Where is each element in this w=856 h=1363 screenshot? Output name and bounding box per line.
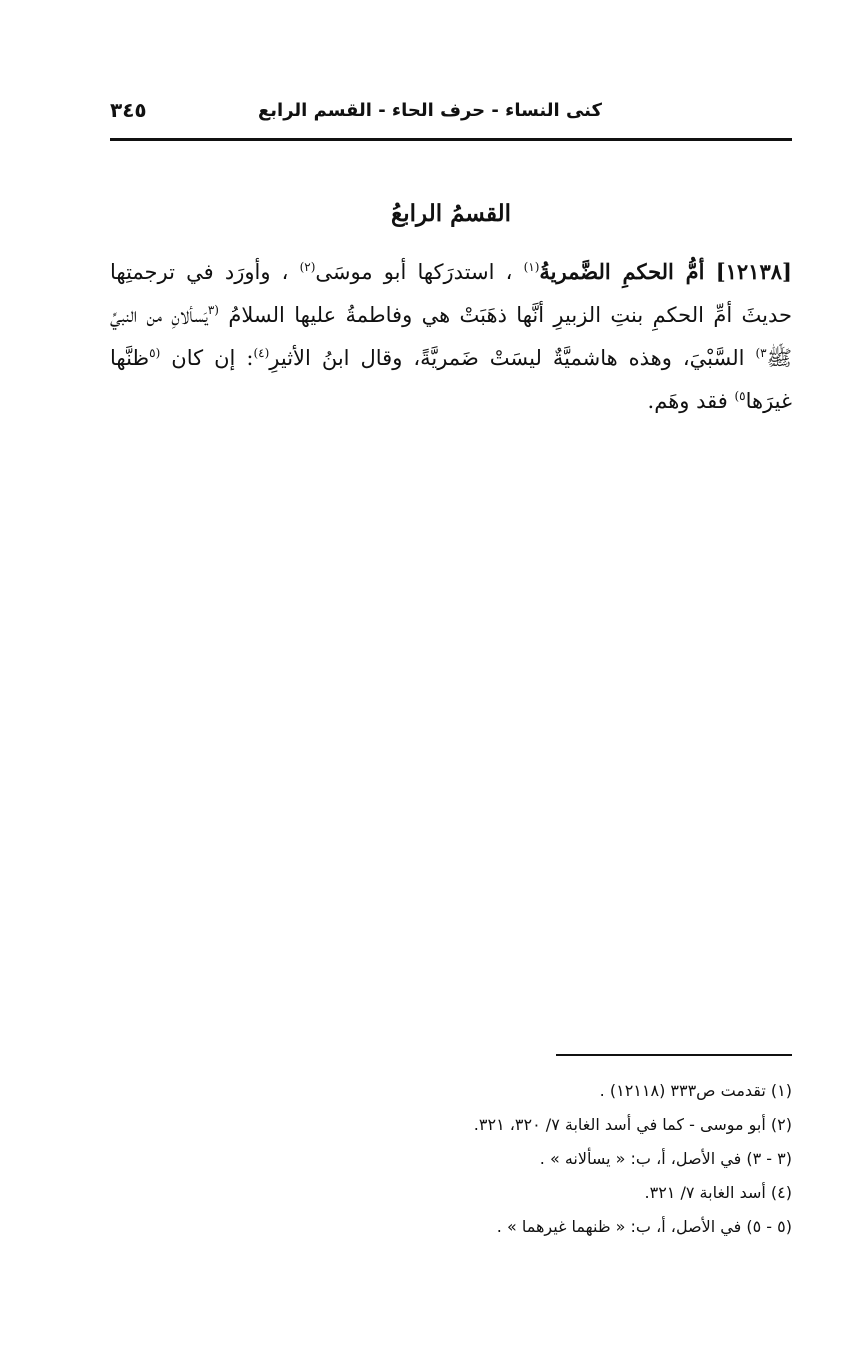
footnote-1: (١) تقدمت ص٣٣٣ (١٢١١٨) . xyxy=(599,1081,792,1100)
section-heading: القسمُ الرابعُ xyxy=(391,200,511,227)
entry-name: أمُّ الحكمِ الضَّمريةُ xyxy=(539,259,705,284)
header-title: كنى النساء - حرف الحاء - القسم الرابع xyxy=(258,100,602,121)
footnote-4: (٤) أسد الغابة ٧/ ٣٢١. xyxy=(644,1183,792,1202)
running-header xyxy=(110,96,792,141)
entry-number: [١٢١٣٨] xyxy=(715,259,792,284)
entry-text: السَّبْيَ، وهذه هاشميَّةٌ ليسَتْ ضَمريَّةً، وقال ابنُ الأثيرِ xyxy=(269,346,745,370)
footnote-ref-3-close: ٣) xyxy=(755,346,767,360)
footnote-ref-5-close: ٥) xyxy=(734,389,746,403)
entry-text: ، استدرَكها أبو موسَى xyxy=(315,260,513,284)
footnote-2: (٢) أبو موسى - كما في أسد الغابة ٧/ ٣٢٠، ٣٢١. xyxy=(473,1115,792,1134)
footnote-ref-1: (١) xyxy=(523,260,540,274)
footnote-ref-2: (٢) xyxy=(299,260,316,274)
page-number: ٣٤٥ xyxy=(110,98,147,122)
footnote-3: (٣ - ٣) في الأصل، أ، ب: « يسألانه » . xyxy=(539,1149,792,1168)
entry-text: : إن كان xyxy=(171,346,254,370)
entry-text: يَسألانِ من النبيِّ ﷺ xyxy=(110,303,792,370)
footnote-separator xyxy=(556,1054,792,1056)
footnotes-list xyxy=(110,1074,792,1244)
entry-paragraph xyxy=(110,250,792,423)
entry-text: ، وأورَد في ترجمتِها حديثَ أمِّ الحكمِ بنتِ الزبيرِ أنَّها ذهَبَتْ هي وفاطمةُ عليها السلامُ xyxy=(110,260,792,327)
footnote-ref-3-open: (٣ xyxy=(207,303,219,317)
entry-text: فقد وهَم. xyxy=(647,389,728,413)
footnote-ref-5-open: (٥ xyxy=(149,346,161,360)
entry-text: ظنَّها غيرَها xyxy=(110,346,792,413)
footnote-5: (٥ - ٥) في الأصل، أ، ب: « ظنهما غيرهما » . xyxy=(496,1217,792,1236)
footnote-ref-4: (٤) xyxy=(253,346,270,360)
